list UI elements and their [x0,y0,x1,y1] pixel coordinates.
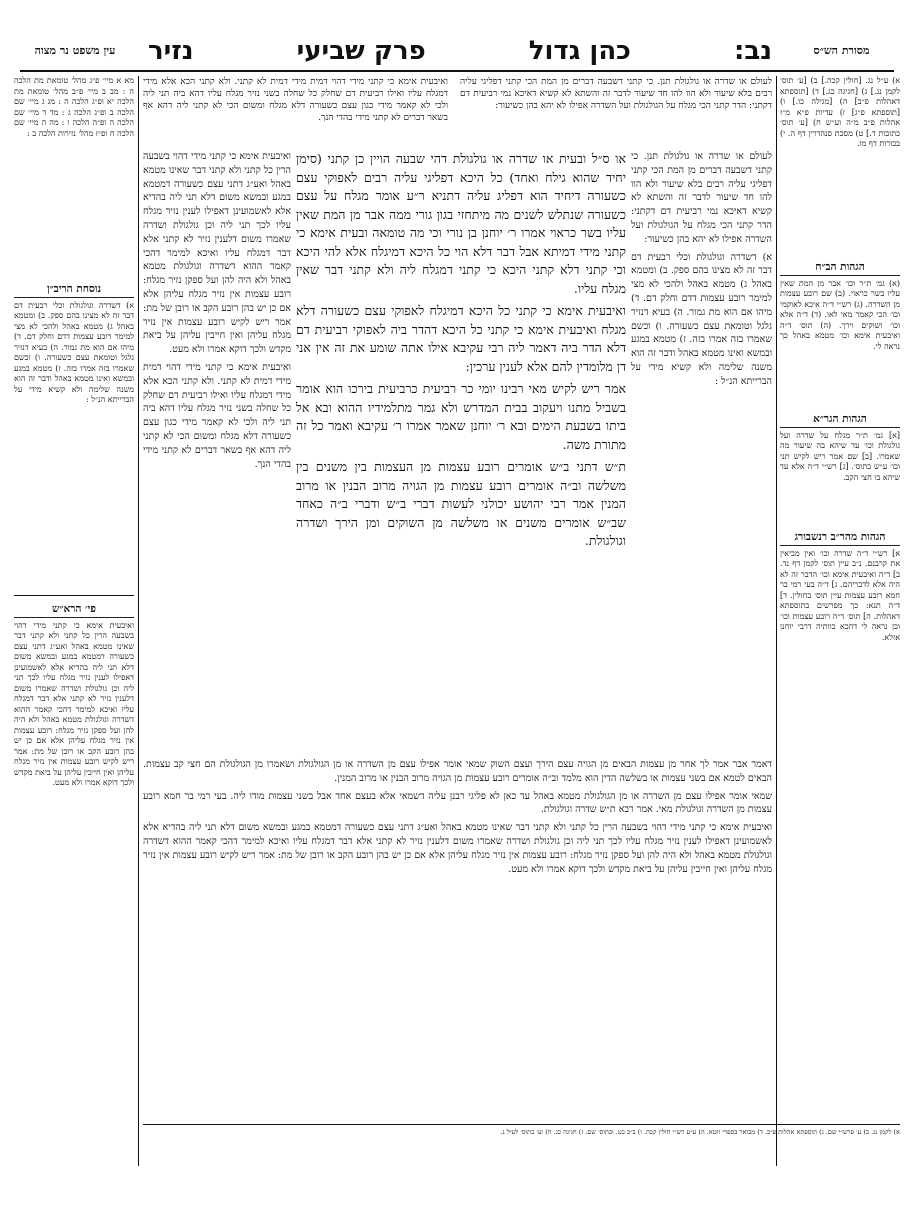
tosafot-side-text-2: ואיבעית אימא כי קתני מידי דהוי דמית מידי דמית לא קתני. ולא קתני הכא אלא מידי דמגלח עליו ואילו רביעית דם שחלק כל שחלה בשני נזיר מגלח עליו דהא ביה תני ליה ולכי לא קאמר מידי כגון עצם כשעורה דלא מגלח ומשום הכי לא קתני ליה דהא אף בשאר דברים לא קתני מידי בהדי הנך. [143,361,291,470]
left-column-rule [138,76,139,1166]
tractate-name: נזיר [148,36,194,66]
hagahot-maharav-column [780,528,900,858]
page-title-bar [140,36,780,66]
header-divider [20,70,894,72]
masoret-column [780,76,900,256]
ein-mishpat-label: עין משפט נר מצוה [34,44,116,57]
tosafot-top-text: ואיבעית אימא כי קתני מידי דהוי דמית מידי דמית לא קתני. ולא קתני הכא אלא מידי דמגלח עליו ואילו רביעית דם שחלק כל שחלה בשני נזיר מגלח עליו דהא ביה תני ליה ולכי לא קאמר מידי כגון עצם כשעורה דלא מגלח ומשום הכי לא קתני ליה דהא אף בשאר דברים לא קתני מידי בהדי הנך. [143,77,448,123]
hagahot-bach-text: (א) גמ׳ ת״ר וכו׳ אבר מן המת שאין עליו בשר כראוי. (ב) שם רובע עצמות מן השדרה. (ג) רש״י ד״ה איכא לאוקמי וכו׳ הכי קאמר מאי לאו. (ד) ד״ה אלא וכו׳ ושוקים וירך. (ה) תוס׳ ד״ה ואיבעית אימא וכו׳ מטמא באהל כך נראה לי. [780,278,900,351]
hagahot-gra-text: [א] גמ׳ ת״ר מגלח על שדרה ועל גולגולת וכו׳ עד שיהא בה שיעור מה שאמרו. [ב] שם אמר ריש לקיש תני וכו׳ ע״ש בתוס׳. [ג] רש״י ד״ה אלא עד שיהא בו חצי הקב. [780,430,900,482]
hagahot-maharav-text: א] רש״י ד״ה שדרה וכו׳ ואין מביאין את קרבנם. נ״ב עיין תוס׳ לקמן דף נד. ב] ד״ה ואיבעית אימא וכו׳ הדבר זה לא היה אלא לדבריהם. ג] ד״ה בעי רמי בר חמא רובע עצמות עיין תוס׳ בחולין. ד] ד״ה תנא: כך מפרשים בתוספתא דאהלות. ה] תוס׳ ד״ה רובע עצמות וכו׳ וכן נראה לי דהכא כוותיה דרבי יוחנן אזלא. [780,548,900,642]
hagahot-bach-title: הגהות הב״ח [780,262,900,276]
chapter-number: פרק שביעי [296,36,426,66]
footnotes-text: א) לקמן נג. ב) ע׳ פרש״י שם. ג) תוספתא אהלות פ״ב. ד) מבואר בספרי זוטא. ה) ע״ע רש״י חולין קכה. ו) ב״ב כט. ובתוס׳ שם. ז) חגיגה כג. ח) וע׳ בתוס׳ לעיל נ. [500,1128,900,1136]
tosafot-side-text: ואיבעית אימא כי קתני מידי דהוי בשבעה הרין כל קתני ולא קתני דבר שאינו מטמא באהל ואע״ג דתני עצם כשעורה דמטמא במגע ובמשא משום דלא תני ליה בהדיא אלא לאשמועינן דאפילו לענין נזיר מגלח עליו לכך תני ליה וכן גולגולת ושדרה שאמרו משום דלענין נזיר לא קתני אלא דבר דמגלח עליו ואיכא למימר דהכי קאמר ההוא דשדרה וגולגולת מטמא באהל ולא היה להן ועל ספקן נזיר מגלח: רובע עצמות אין נזיר מגלח עליהן אלא אם כן יש בהן רובע הקב או רובן של מת: אמר ריש לקיש רובע עצמות אין נזיר מגלח עליהן ואין חייבין עליהן על ביאת מקדש ולכך דוקא אמרו ולא מעט. [143,151,291,356]
right-column-rule [776,76,777,1166]
rosh-column [14,600,134,1120]
rashi-side [631,150,772,750]
rashi-bottom-text: שמאי אומר אפילו עצם מן השדרה או מן הגולגולת מטמא באהל עד כאן לא פליגי רבנן עליה דשמאי אלא בעצם אחד אבל בשני עצמות מודו ליה. בעי רמי בר חמא רובע עצמות מן השדרה וגולגולת מאי. אמר רבא ת״ש שדרה וגולגולת. [143,790,772,816]
rosh-text: ואיבעית אימא כי קתני מידי דהוי בשבעה הרין כל קתני ולא קתני דבר שאינו מטמא באהל ואע״ג דתני עצם כשעורה דמטמא במגע ובמשא משום דלא תני ליה בהדיא אלא לאשמועינן דאפילו לענין נזיר מגלח עליו לכך תני ליה וכן גולגולת ושדרה שאמרו משום דלענין נזיר לא קתני אלא דבר דמגלח עליו ואיכא למימר דהכי קאמר ההוא דשדרה וגולגולת מטמא באהל ולא היה להן ועל ספקן נזיר מגלח: רובע עצמות אין נזיר מגלח עליהן אלא אם כן יש בהן רובע הקב או רובן של מת: אמר ריש לקיש רובע עצמות אין נזיר מגלח עליהן ואין חייבין עליהן על ביאת מקדש ולכך דוקא אמרו ולא מעט. [14,620,134,787]
gemara-paragraph: ת״ש דתני ב״ש אומרים רובע עצמות מן העצמות בין משנים בין משלשה וב״ה אומרים רובע עצמות מן הגויה מרוב הבנין או מרוב המנין אמר רבי יהושע יכולני לעשות דברי ב״ש ודברי ב״ה כאחד שב״ש אומרים משנים או משלשה מן השוקים ומן הירך ושדרה וגולגולת. [296,459,626,548]
nusach-column [14,280,134,590]
rashi-bottom [143,758,772,1118]
rashi-bottom-text: ואיבעית אימא כי קתני מידי דהוי בשבעה הרין כל קתני ולא קתני דבר שאינו מטמא באהל ואע״ג דתני עצם כשעורה דמטמא במגע ובמשא משום דלא תני ליה בהדיא אלא לאשמועינן דאפילו לענין נזיר מגלח עליו לכך תני ליה וכן גולגולת ושדרה שאמרו משום דלענין נזיר לא קתני אלא דבר דמגלח עליו ואיכא למימר דהכי קאמר ההוא דשדרה וגולגולת מטמא באהל ולא היה להן ועל ספקן נזיר מגלח: רובע עצמות אין נזיר מגלח עליהן אלא אם כן יש בהן רובע הקב או רובן של מת: אמר ריש לקיש רובע עצמות אין נזיר מגלח עליהן ואין חייבין עליהן על ביאת מקדש ולכך דוקא אמרו ולא מעט. [143,822,772,875]
footnotes [100,1128,900,1198]
rashi-bottom-text: דאמר אבר אמר לך אחר מן עצמות הבאים מן הגויה עצם הירך ועצם השוק שמאי אומר אפילו עצם מן השדרה או מן הגולגולת ושאמרו מן הגולגולת הם חצי קב עצמות. הבאים לטמא אם בשני עצמות או בשלשה הדין הוא מלמד וב״ה אומרים רובע עצמות מן הגויה מרוב הבנין או מרוב המנין. [143,759,772,784]
chapter-name: כהן גדול [528,36,631,66]
gemara-paragraph: או ס״ל ובעית או שדרה או גולגולת דהי שבעה הויין כן קתני (סימן יחיד שהוא גילח ואחד) כל היכא דפליגי עליה רבים לאפוקי עצם כשעורה דיחיד הוא דפליג עליה דתניא ר״ע אומר מגלח על עצם כשעורה שנתלש לשנים מה מיתחזי בגון גורי ממה אבר מן המת שאין עליו בשר כראוי אמרו ר׳ יוחנן בן נורי וכי מה טומאה ובעית אימא כי קתני מידי דמיתא אבל דבר דלא הוי כל היכא דמיגלח אלא להי היכא וכי קתני דלא קתני היכא כי קתני דמגלח ליה ולא קתני דבר שאין מגלח עליו. [296,151,626,296]
ein-mishpat-text: מא א מיי׳ פ״ג מהל׳ טומאת מת הלכה ה : מב ב מיי׳ פ״ב מהל׳ טומאת מת הלכה יא ופ״ג הלכה ה : מג ג מיי׳ שם הלכה ב ופ״ג הלכה ג : מד ד מיי׳ שם הלכה ה ופ״ה הלכה ו : מה ה מיי׳ שם הלכה ח ופ״ז מהל׳ נזירות הלכה ב : [14,76,134,138]
tosafot-top [143,76,448,146]
nusach-title: נוסחת הריב״ן [14,284,134,298]
hagahot-bach-column [780,258,900,408]
rashi-top [460,76,772,146]
rashi-top-text: לעולם או שדרה או גולגולת תנן. כי קתני דשבעה דברים מן המת הכי קתני דפליגי עליה רבים בלא שיעור ולא הוו להו חד שיעור לדבר זה והשתא לא קשיא דאיכא נמי רביעית דם דקתני: הדר קתני הכי מגלח על הגולגולת ועל השדרה אפילו לא יהא בהן כשיעור: [460,77,772,111]
rashi-side-text-2: א) דשדרה וגולגולת וכלי רבעית דם דבר זה לא מצינו בהם ספק. ב) ומטמא באהל ג) מטמא באהל ולהכי לא מצי למימר רובע עצמות דדם וחלק דם. ד) מיהו אם הוא מת גמור. ה) בעיא דנזיר גלגל וטומאת עצם כשעורה. ו) וכשם שאמרו בזה אמרו בזה. ז) מטמא במגע ובמשא ואינו מטמא באהל ודבר זה הוא משנה שלימה ולא קשיא מידי על הברייתא הנ״ל : [631,251,772,387]
rashi-side-text: לעולם או שדרה או גולגולת תנן. כי קתני דשבעה דברים מן המת הכי קתני דפליגי עליה רבים בלא שיעור ולא הוו להו חד שיעור לדבר זה והשתא לא קשיא דאיכא נמי רביעית דם דקתני: הדר קתני הכי מגלח על הגולגולת ועל השדרה אפילו לא יהא בהן כשיעור: [631,151,772,245]
tosafot-side [143,150,291,750]
nusach-text: א) דשדרה וגולגולת וכלי רבעית דם דבר זה לא מצינו בהם ספק. ב) ומטמא באהל ג) מטמא באהל ולהכי לא מצי למימר רובע עצמות דדם וחלק דם. ד) מיהו אם הוא מת גמור. ה) בעיא דנזיר גלגל וטומאת עצם כשעורה. ו) וכשם שאמרו בזה אמרו בזה. ז) מטמא במגע ובמשא ואינו מטמא באהל ודבר זה הוא משנה שלימה ולא קשיא מידי על הברייתא הנ״ל : [14,300,134,404]
gemara-paragraph: ואיבעית אימא כי קתני כל היכא דמיגלח לאפוקי עצם כשעורה דלא מגלח ואיבעית אימא כי קתני כל היכא דהדר ביה לאפוקי רביעית דם דלא הדר ביה דאמר ליה רבי עקיבא אילו אתה שומע את זה אין אני דן מלומדין להם אלא לענין ערכין: [296,303,626,374]
masoret-label: מסורת הש״ס [813,44,870,57]
hagahot-gra-column [780,410,900,525]
left-divider [14,595,134,596]
gemara-main [296,150,626,750]
footnote-divider [143,1124,900,1125]
rosh-title: פי׳ הרא״ש [14,604,134,618]
hagahot-gra-title: הגהות הגר״א [780,414,900,428]
daf-number: נב: [733,36,772,66]
ein-mishpat-column [14,76,134,286]
masoret-text: א) ע״ל נג. [חולין קכה.] ב) [ע׳ תוס׳ לקמן נג.] ג) [חגיגה כג.] ד) [תוספתא דאהלות פ״ב] ה) [מגילה כו.] ו) [תוספתא פ״ג] ז) עדיות פ״א מ״ז אהלות פ״ב מ״ה וע״ש ח) [ע׳ תוס׳ כתובות ד.] ט) מסכת סנהדרין דף ה. י) בכורות דף מו. [780,76,900,148]
gemara-paragraph: אמר ריש לקיש מאי רבינו יומי כר רביעית כרביעית בירכו הוא אומר בשביל מתנו ויעקוב בבית המדרש ולא גמר מתלמידיו ההוא ובא אל ביתו בשבעת הימים ובא ר׳ יוחנן שאמר אמרו ר׳ עקיבא ואמר כל זה מתורת משה. [296,381,626,452]
hagahot-maharav-title: הגהות מהר״ב רנשבורג [780,532,900,546]
